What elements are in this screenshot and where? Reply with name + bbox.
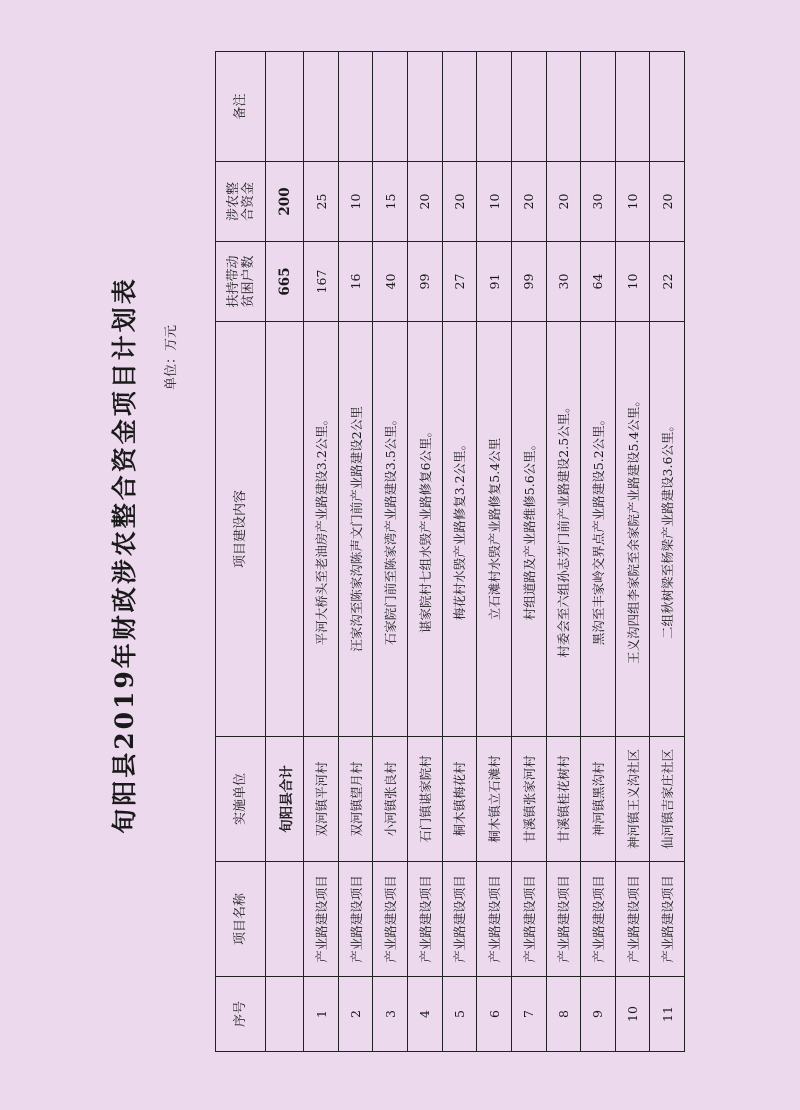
total-org: 旬阳县合计 — [266, 737, 304, 862]
row-content: 平河大桥头至老油房产业路建设3.2公里。 — [304, 322, 339, 737]
table-row — [338, 52, 373, 1052]
row-remark — [546, 52, 581, 162]
row-funds: 10 — [615, 162, 650, 242]
row-remark — [615, 52, 650, 162]
row-name: 产业路建设项目 — [650, 862, 685, 977]
row-remark — [511, 52, 546, 162]
header-funds-line1: 涉农整 — [225, 182, 241, 222]
header-remark: 备注 — [216, 52, 266, 162]
row-remark — [373, 52, 408, 162]
row-households: 99 — [511, 242, 546, 322]
row-org: 石门镇谌家院村 — [408, 737, 443, 862]
header-funds-line2: 合资金 — [240, 182, 256, 222]
row-households: 10 — [615, 242, 650, 322]
row-org: 仙河镇吉家庄社区 — [650, 737, 685, 862]
row-remark — [442, 52, 477, 162]
row-households: 64 — [581, 242, 616, 322]
row-name: 产业路建设项目 — [615, 862, 650, 977]
table-row — [442, 52, 477, 1052]
row-households: 16 — [338, 242, 373, 322]
header-row — [216, 52, 266, 1052]
row-funds: 20 — [650, 162, 685, 242]
table-row — [546, 52, 581, 1052]
row-seq: 5 — [442, 977, 477, 1052]
row-funds: 15 — [373, 162, 408, 242]
row-remark — [408, 52, 443, 162]
row-households: 99 — [408, 242, 443, 322]
row-households: 27 — [442, 242, 477, 322]
row-content: 石家院门前至陈家湾产业路建设3.5公里。 — [373, 322, 408, 737]
total-funds: 200 — [266, 162, 304, 242]
total-households: 665 — [266, 242, 304, 322]
total-seq — [266, 977, 304, 1052]
row-households: 22 — [650, 242, 685, 322]
row-seq: 2 — [338, 977, 373, 1052]
page-title: 旬阳县2019年财政涉农整合资金项目计划表 — [110, 276, 139, 834]
row-content: 村委会至六组孙志芳门前产业路建设2.5公里。 — [546, 322, 581, 737]
row-funds: 20 — [442, 162, 477, 242]
row-remark — [304, 52, 339, 162]
row-name: 产业路建设项目 — [373, 862, 408, 977]
row-content: 立石滩村水毁产业路修复5.4公里 — [477, 322, 512, 737]
header-content: 项目建设内容 — [216, 322, 266, 737]
total-row — [266, 52, 304, 1052]
table-row — [511, 52, 546, 1052]
row-content: 汪家沟至陈家沟陈声文门前产业路建设2公里 — [338, 322, 373, 737]
row-households: 30 — [546, 242, 581, 322]
row-content: 王义沟四组李家院至余家院产业路建设5.4公里。 — [615, 322, 650, 737]
row-org: 桐木镇立石滩村 — [477, 737, 512, 862]
row-org: 神河镇黑沟村 — [581, 737, 616, 862]
row-seq: 8 — [546, 977, 581, 1052]
row-org: 桐木镇梅花村 — [442, 737, 477, 862]
row-households: 167 — [304, 242, 339, 322]
row-name: 产业路建设项目 — [442, 862, 477, 977]
row-name: 产业路建设项目 — [581, 862, 616, 977]
row-seq: 11 — [650, 977, 685, 1052]
total-name — [266, 862, 304, 977]
row-name: 产业路建设项目 — [546, 862, 581, 977]
row-funds: 10 — [338, 162, 373, 242]
plan-table — [215, 51, 685, 1052]
table-row — [408, 52, 443, 1052]
row-households: 40 — [373, 242, 408, 322]
table-row — [615, 52, 650, 1052]
row-org: 双河镇望月村 — [338, 737, 373, 862]
row-seq: 1 — [304, 977, 339, 1052]
table-row — [373, 52, 408, 1052]
table-row — [650, 52, 685, 1052]
row-funds: 25 — [304, 162, 339, 242]
header-households-line2: 贫困户数 — [240, 255, 256, 308]
row-funds: 20 — [546, 162, 581, 242]
row-seq: 6 — [477, 977, 512, 1052]
row-remark — [650, 52, 685, 162]
total-remark — [266, 52, 304, 162]
row-seq: 4 — [408, 977, 443, 1052]
row-content: 黑沟至丰家岭交界点产业路建设5.2公里。 — [581, 322, 616, 737]
row-remark — [477, 52, 512, 162]
row-org: 神河镇王义沟社区 — [615, 737, 650, 862]
table-row — [477, 52, 512, 1052]
row-name: 产业路建设项目 — [408, 862, 443, 977]
row-funds: 10 — [477, 162, 512, 242]
row-name: 产业路建设项目 — [338, 862, 373, 977]
total-content — [266, 322, 304, 737]
header-seq: 序号 — [216, 977, 266, 1052]
row-name: 产业路建设项目 — [511, 862, 546, 977]
row-name: 产业路建设项目 — [477, 862, 512, 977]
table-row — [581, 52, 616, 1052]
unit-label: 单位：万元 — [164, 324, 179, 390]
header-name: 项目名称 — [216, 862, 266, 977]
row-org: 甘溪镇张家河村 — [511, 737, 546, 862]
row-name: 产业路建设项目 — [304, 862, 339, 977]
row-content: 村组道路及产业路维修5.6公里。 — [511, 322, 546, 737]
row-funds: 20 — [408, 162, 443, 242]
header-org: 实施单位 — [216, 737, 266, 862]
row-remark — [338, 52, 373, 162]
row-households: 91 — [477, 242, 512, 322]
header-households — [216, 242, 266, 322]
header-funds — [216, 162, 266, 242]
row-seq: 3 — [373, 977, 408, 1052]
row-seq: 7 — [511, 977, 546, 1052]
row-seq: 9 — [581, 977, 616, 1052]
row-funds: 30 — [581, 162, 616, 242]
row-funds: 20 — [511, 162, 546, 242]
row-org: 小河镇张良村 — [373, 737, 408, 862]
row-remark — [581, 52, 616, 162]
row-seq: 10 — [615, 977, 650, 1052]
row-org: 双河镇平河村 — [304, 737, 339, 862]
table-row — [304, 52, 339, 1052]
row-content: 二组秋树梁至杨梁产业路建设3.6公里。 — [650, 322, 685, 737]
header-households-line1: 扶持带动 — [225, 255, 241, 308]
row-content: 梅花村水毁产业路修复3.2公里。 — [442, 322, 477, 737]
row-org: 甘溪镇桂花树村 — [546, 737, 581, 862]
row-content: 谌家院村七组水毁产业路修复6公里。 — [408, 322, 443, 737]
